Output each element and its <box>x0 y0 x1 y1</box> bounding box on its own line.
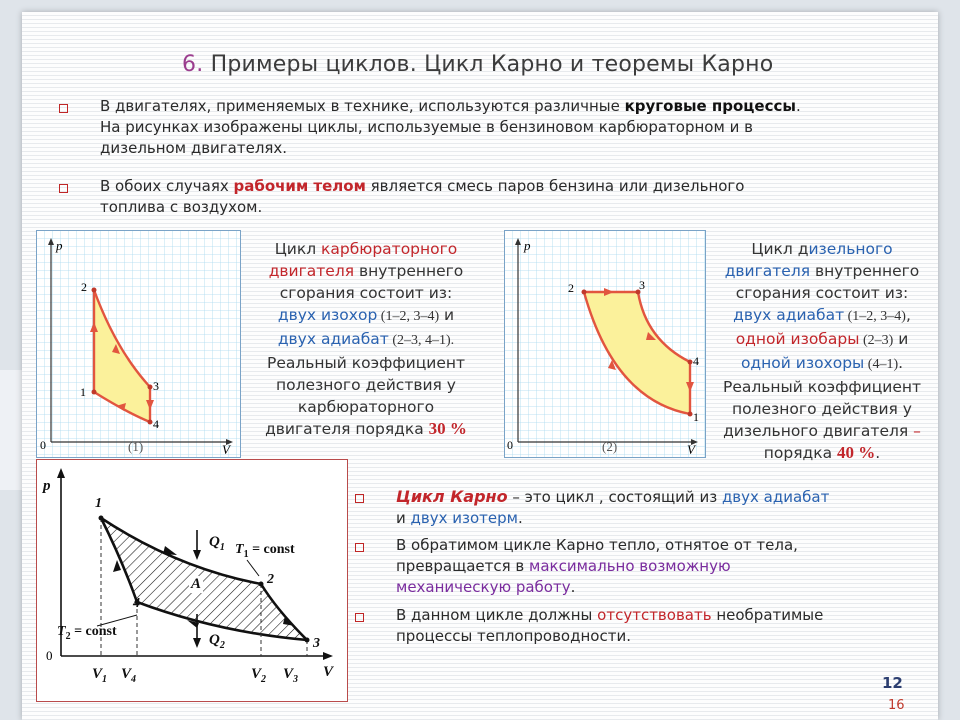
carnot-t2-const: = const <box>70 624 117 639</box>
carnot-pt-1: 1 <box>95 496 102 511</box>
carb-cap-l5a: двух адиабат <box>277 330 389 348</box>
carnot-bullet-1 <box>396 486 936 529</box>
diesel-cap-l4a: двух адиабат <box>733 306 845 324</box>
carnot-p-label: p <box>43 478 51 494</box>
diesel-cap-l4b: (1–2, 3–4) <box>844 309 906 324</box>
carnot-b1-end: . <box>517 509 523 527</box>
carb-cap-l1a: Цикл <box>274 240 322 258</box>
title-text: Примеры циклов. Цикл Карно и теоремы Карно <box>210 52 774 77</box>
carnot-t2-sub: 2 <box>65 630 71 642</box>
bullet-2-line2: топлива с воздухом. <box>100 198 263 216</box>
carnot-v2: V <box>251 666 262 682</box>
carb-v-label: V <box>222 442 230 457</box>
carnot-q1-sub: 1 <box>219 542 225 553</box>
carb-cap-l2a: двигателя <box>268 262 355 280</box>
carb-cap-l4c: и <box>439 306 455 324</box>
carb-cap-l8: карбюраторного <box>297 398 435 416</box>
diesel-cap-l2b: внутреннего <box>810 262 920 280</box>
diesel-pt-1: 1 <box>693 410 699 424</box>
slide <box>22 12 938 720</box>
carnot-bullet-2 <box>396 535 936 598</box>
diesel-cycle-graph <box>504 230 706 458</box>
carnot-bullet-marker-1 <box>355 494 364 503</box>
carnot-work-label: A <box>191 576 202 592</box>
carnot-cycle-graph <box>36 459 348 702</box>
carb-cap-l5b: (2–3, 4–1). <box>388 333 455 348</box>
diesel-pt-4: 4 <box>693 354 699 368</box>
carb-p-label: p <box>56 238 63 253</box>
carnot-t1-label <box>235 542 295 560</box>
diesel-cap-l3: сгорания состоит из: <box>735 284 909 302</box>
carnot-q2: Q <box>209 632 220 648</box>
diesel-cap-l9a: дизельного двигателя <box>723 422 909 440</box>
bullet-marker-2 <box>59 184 68 193</box>
carnot-v2-sub: 2 <box>261 674 267 685</box>
carnot-t2-label <box>57 624 117 642</box>
diesel-cap-l5c: и <box>893 330 909 348</box>
bullet-1-line2: На рисунках изображены циклы, используемые в бензиновом карбюраторном и в <box>100 118 753 136</box>
carnot-t1-sub: 1 <box>243 548 249 560</box>
diesel-cap-l7: Реальный коэффициент <box>722 378 922 396</box>
carnot-v-label: V <box>323 664 334 680</box>
carnot-q2-sub: 2 <box>219 640 225 651</box>
diesel-pt-3: 3 <box>639 278 645 292</box>
bullet-2-rest: является смесь паров бензина или дизельного <box>365 177 745 195</box>
carb-origin: 0 <box>40 438 46 452</box>
carnot-v3: V <box>283 666 294 682</box>
carnot-b3-line2: процессы теплопроводности. <box>396 627 631 645</box>
carnot-v1-sub: 1 <box>102 674 108 685</box>
carnot-pt-4: 4 <box>133 596 140 611</box>
diesel-pt-2: 2 <box>568 281 574 295</box>
bullet-2-text: В обоих случаях <box>100 177 234 195</box>
carnot-v3-label <box>283 666 298 685</box>
diesel-cap-l5a: одной изобары <box>735 330 860 348</box>
carburetor-caption <box>240 238 492 440</box>
carnot-bullet-marker-2 <box>355 543 364 552</box>
carnot-b2-max: максимально возможную <box>529 557 731 575</box>
carnot-b1-and: и <box>396 509 411 527</box>
carnot-bullet-marker-3 <box>355 613 364 622</box>
carb-cap-l7: полезного действия у <box>276 376 456 394</box>
carb-label: (1) <box>128 439 144 454</box>
carnot-b1-isotherm: двух изотерм <box>410 509 518 527</box>
carb-pt-4: 4 <box>153 417 159 431</box>
carnot-q2-label <box>209 632 225 651</box>
bullet-1-line3: дизельном двигателях. <box>100 139 288 157</box>
carb-cap-l3: сгорания состоит из: <box>279 284 453 302</box>
diesel-cap-l10c: . <box>875 444 881 462</box>
bullet-2 <box>100 176 930 218</box>
carnot-v1: V <box>92 666 103 682</box>
carb-cap-l6: Реальный коэффициент <box>266 354 466 372</box>
diesel-cap-l1a: Цикл д <box>751 240 809 258</box>
left-edge-band <box>0 370 22 490</box>
carnot-b2-line1: В обратимом цикле Карно тепло, отнятое от тела, <box>396 536 798 554</box>
bullet-1-end: . <box>795 97 801 115</box>
bullet-2-red: рабочим телом <box>233 177 366 195</box>
carnot-b2-text: превращается в <box>396 557 530 575</box>
carb-cap-l9b: 30 % <box>428 419 467 438</box>
carnot-origin: 0 <box>46 648 53 663</box>
diesel-origin: 0 <box>507 438 513 452</box>
diesel-cap-l6b: (4–1) <box>864 357 899 372</box>
diesel-graph-svg <box>504 230 706 458</box>
carnot-v4-sub: 4 <box>131 674 137 685</box>
carb-pt-2: 2 <box>81 280 87 294</box>
carb-pt-3: 3 <box>153 379 159 393</box>
carburetor-graph-svg <box>36 230 241 458</box>
carnot-b2-work: механическую работу <box>396 578 571 596</box>
bullet-1 <box>100 96 930 159</box>
diesel-cap-l9b: – <box>908 422 921 440</box>
diesel-p-label: p <box>524 238 531 253</box>
carnot-b3-absent: отсутствовать <box>597 606 712 624</box>
carnot-b3-text: В данном цикле должны <box>396 606 598 624</box>
carnot-t1-const: = const <box>248 542 295 557</box>
diesel-cap-l8: полезного действия у <box>732 400 912 418</box>
carnot-b1-term: Цикл Карно <box>396 487 508 506</box>
carnot-v1-label <box>92 666 107 685</box>
diesel-cap-l6a: одной изохоры <box>740 354 865 372</box>
carnot-q1: Q <box>209 534 220 550</box>
diesel-cap-l10a: порядка <box>763 444 838 462</box>
page-number: 12 <box>882 674 903 692</box>
diesel-cap-l10b: 40 % <box>837 443 876 462</box>
carnot-b3-rest: необратимые <box>711 606 824 624</box>
carnot-b2-end: . <box>570 578 576 596</box>
bullet-marker-1 <box>59 104 68 113</box>
carb-cap-l4b: (1–2, 3–4) <box>377 309 440 324</box>
page-title <box>182 52 773 77</box>
carb-cap-l9a: двигателя порядка <box>265 420 429 438</box>
diesel-cap-l4c: , <box>905 306 911 324</box>
diesel-cap-l5b: (2–3) <box>859 333 894 348</box>
diesel-label: (2) <box>602 439 618 454</box>
diesel-cap-l6c: . <box>898 354 904 372</box>
carnot-v2-label <box>251 666 266 685</box>
diesel-cap-l1b: изельного <box>808 240 893 258</box>
diesel-v-label: V <box>687 442 695 457</box>
carnot-t1: T <box>235 542 244 557</box>
carnot-v3-sub: 3 <box>293 674 299 685</box>
carb-pt-1: 1 <box>80 385 86 399</box>
bullet-1-bold: круговые процессы <box>624 97 796 115</box>
carnot-v4-label <box>121 666 136 685</box>
carburetor-cycle-graph <box>36 230 241 458</box>
title-number: 6. <box>182 52 204 77</box>
carnot-b1-adiabat: двух адиабат <box>721 488 830 506</box>
diesel-caption <box>708 238 936 464</box>
bullet-1-text: В двигателях, применяемых в технике, используются различные <box>100 97 625 115</box>
carnot-pt-2: 2 <box>267 572 274 587</box>
carnot-bullet-3 <box>396 605 936 647</box>
carnot-b1-text: – это цикл , состоящий из <box>507 488 722 506</box>
carnot-q1-label <box>209 534 225 553</box>
carnot-pt-3: 3 <box>313 636 320 651</box>
carnot-v4: V <box>121 666 132 682</box>
page-sub-number: 16 <box>888 698 905 713</box>
diesel-cap-l2a: двигателя <box>724 262 811 280</box>
carb-cap-l1b: карбюраторного <box>321 240 458 258</box>
carb-cap-l2b: внутреннего <box>354 262 464 280</box>
carnot-t2: T <box>57 624 66 639</box>
carb-cap-l4a: двух изохор <box>277 306 378 324</box>
